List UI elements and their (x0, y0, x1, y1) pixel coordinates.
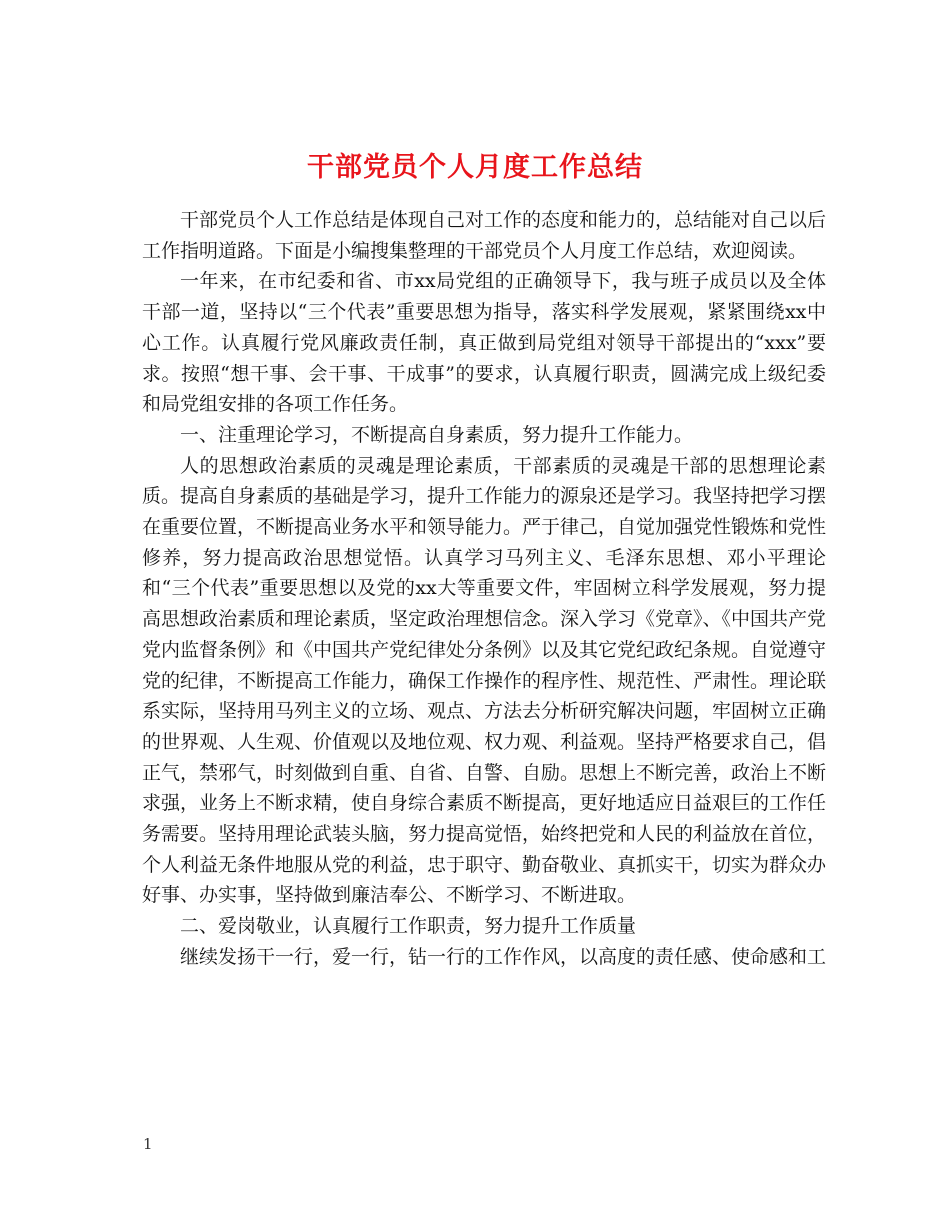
page-number: 1 (143, 1135, 153, 1153)
section-2-paragraph: 继续发扬干一行，爱一行，钻一行的工作作风，以高度的责任感、使命感和工 (180, 945, 827, 968)
document-title: 干部党员个人月度工作总结 (307, 152, 643, 184)
document-body (142, 205, 826, 973)
section-heading-2: 二、爱岗敬业，认真履行工作职责，努力提升工作质量 (180, 915, 637, 938)
section-heading-1: 一、注重理论学习，不断提高自身素质，努力提升工作能力。 (180, 423, 694, 446)
intro-paragraph: 干部党员个人工作总结是体现自己对工作的态度和能力的，总结能对自己以后工作指明道路。下面是小编搜集整理的干部党员个人月度工作总结，欢迎阅读。 (142, 209, 827, 262)
section-1-paragraph: 人的思想政治素质的灵魂是理论素质，干部素质的灵魂是干部的思想理论素质。提高自身素质的基础是学习，提升工作能力的源泉还是学习。我坚持把学习摆在重要位置，不断提高业务水平和领导能力。严于律己，自觉加强党性锻炼和党性修养，努力提高政治思想觉悟。认真学习马列主义、毛泽东思想、邓小平理论和“三个代表”重要思想以及党的xx大等重要文件，牢固树立科学发展观，努力提高思想政治素质和理论素质，坚定政治理想信念。深入学习《党章》、《中国共产党党内监督条例》和《中国共产党纪律处分条例》以及其它党纪政纪条规。自觉遵守党的纪律，不断提高工作能力，确保工作操作的程序性、规范性、严肃性。理论联系实际，坚持用马列主义的立场、观点、方法去分析研究解决问题，牢固树立正确的世界观、人生观、价值观以及地位观、权力观、利益观。坚持严格要求自己，倡正气，禁邪气，时刻做到自重、自省、自警、自励。思想上不断完善，政治上不断求强，业务上不断求精，使自身综合素质不断提高，更好地适应日益艰巨的工作任务需要。坚持用理论武装头脑，努力提高觉悟，始终把党和人民的利益放在首位，个人利益无条件地服从党的利益，忠于职守、勤奋敬业、真抓实干，切实为群众办好事、办实事，坚持做到廉洁奉公、不断学习、不断进取。 (142, 454, 827, 907)
summary-paragraph: 一年来，在市纪委和省、市xx局党组的正确领导下，我与班子成员以及全体干部一道，坚持以“三个代表”重要思想为指导，落实科学发展观，紧紧围绕xx中心工作。认真履行党风廉政责任制，真正做到局党组对领导干部提出的“xxx”要求。按照“想干事、会干事、干成事”的要求，认真履行职责，圆满完成上级纪委和局党组安排的各项工作任务。 (142, 270, 826, 416)
